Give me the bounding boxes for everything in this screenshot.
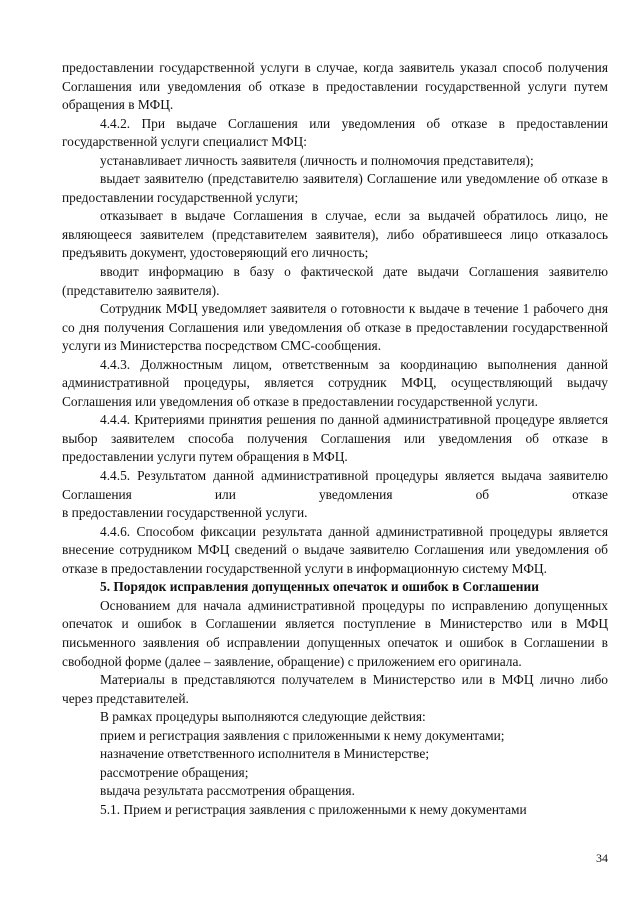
- list-item: прием и регистрация заявления с приложенными к нему документами;: [100, 727, 505, 743]
- paragraph: 4.4.3. Должностным лицом, ответственным за координацию выполнения данной административной процедуры, является сотрудник МФЦ, осуществляющий выдачу Соглашения или уведомления об отказе в предоставлении государственной услуги.: [62, 356, 608, 409]
- paragraph: в предоставлении государственной услуги.: [62, 505, 308, 521]
- paragraph: Сотрудник МФЦ уведомляет заявителя о готовности к выдаче в течение 1 рабочего дня со дня получения Соглашения или уведомления об отказе в предоставлении государственной услуги из Министерства посредством СМС-сообщения.: [62, 301, 608, 354]
- paragraph: выдает заявителю (представителю заявителя) Соглашение или уведомление об отказе в предоставлении государственной услуги;: [62, 171, 608, 205]
- paragraph: Материалы в представляются получателем в Министерство или в МФЦ лично либо через представителей.: [62, 672, 608, 706]
- section-heading: 5. Порядок исправления допущенных опечаток и ошибок в Соглашении: [100, 579, 539, 595]
- list-item: рассмотрение обращения;: [100, 764, 249, 780]
- page-number: 34: [596, 851, 608, 865]
- list-item: назначение ответственного исполнителя в Министерстве;: [100, 746, 430, 762]
- paragraph: В рамках процедуры выполняются следующие действия:: [100, 709, 426, 725]
- paragraph: отказывает в выдаче Соглашения в случае, если за выдачей обратилось лицо, не являющееся заявителем (представителем заявителя), либо обратившееся лицо отказалось предъявить документ, удостоверяющий его личность;: [62, 208, 608, 261]
- paragraph: Основанием для начала административной процедуры по исправлению допущенных опечаток и ошибок в Соглашении является поступление в Министерство или в МФЦ письменного заявления об исправлении допущенных опечаток и ошибок в Соглашении в свободной форме (далее – заявление, обращение) с приложением его оригинала.: [62, 597, 608, 669]
- paragraph: 4.4.2. При выдаче Соглашения или уведомления об отказе в предоставлении государственной услуги специалист МФЦ:: [62, 115, 608, 150]
- paragraph: предоставлении государственной услуги в случае, когда заявитель указал способ получения Соглашения или уведомления об отказе в предоставлении государственной услуги путем обращения в МФЦ.: [62, 60, 608, 113]
- subsection-heading: 5.1. Прием и регистрация заявления с приложенными к нему документами: [100, 801, 527, 817]
- paragraph: вводит информацию в базу о фактической дате выдачи Соглашения заявителю (представителю заявителя).: [62, 264, 608, 298]
- paragraph: 4.4.5. Результатом данной административной процедуры является выдача заявителю Соглашения или уведомления об отказе: [62, 468, 608, 502]
- paragraph: 4.4.6. Способом фиксации результата данной административной процедуры является внесение сотрудником МФЦ сведений о выдаче заявителю Соглашения или уведомления об отказе в предоставлении государственной услуги в информационную систему МФЦ.: [62, 523, 608, 576]
- paragraph: устанавливает личность заявителя (личность и полномочия представителя);: [100, 152, 534, 168]
- paragraph: 4.4.4. Критериями принятия решения по данной административной процедуре является выбор заявителем способа получения Соглашения или уведомления об отказе в предоставлении услуги путем обращения в МФЦ.: [62, 412, 608, 465]
- list-item: выдача результата рассмотрения обращения.: [100, 783, 355, 799]
- body-text: [62, 59, 608, 819]
